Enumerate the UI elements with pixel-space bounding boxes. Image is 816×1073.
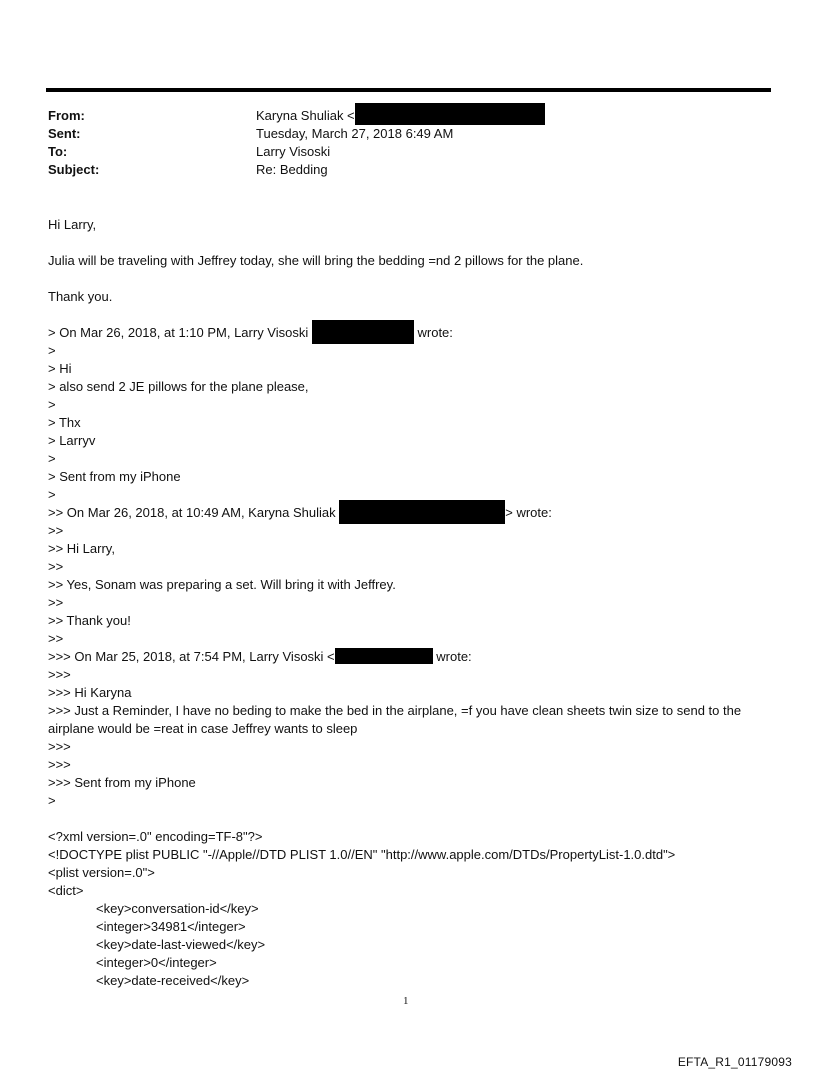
quoted-line: >>> [48,757,71,772]
subject-value: Re: Bedding [256,162,328,177]
quoted-line: >>> Just a Reminder, I have no beding to make the bed in the airplane, =f you have clean sheets twin size to send to the airplane would be =reat in case Jeffrey wants to sleep [48,703,742,736]
from-name: Karyna Shuliak < [256,108,355,123]
quoted-line: > Thx [48,415,81,430]
redaction-box [339,500,505,524]
redaction-box [335,648,433,664]
email-header [48,107,545,179]
sent-label: Sent: [48,126,81,141]
redaction-box [355,103,545,125]
quoted-line: >>> [48,739,71,754]
xml-line: <key>date-received</key> [96,973,250,988]
page-number: 1 [403,995,409,1007]
to-row [48,143,545,161]
quoted-line: >>> On Mar 25, 2018, at 7:54 PM, Larry Visoski < wrote: [48,649,472,664]
quoted-line: >> [48,523,64,538]
redaction-box [312,320,414,344]
from-value [256,107,545,125]
xml-line: <key>date-last-viewed</key> [96,937,266,952]
quoted-line: > Hi [48,361,72,376]
quoted-line: >>> Sent from my iPhone [48,775,196,790]
quoted-line: > [48,451,56,466]
body-paragraph: Julia will be traveling with Jeffrey today, she will bring the bedding =nd 2 pillows for the plane. [48,253,584,268]
quoted-line: >> Thank you! [48,613,131,628]
quoted-line: >> Hi Larry, [48,541,115,556]
xml-line: <key>conversation-id</key> [96,901,259,916]
from-label: From: [48,108,85,123]
quoted-line: >> On Mar 26, 2018, at 10:49 AM, Karyna Shuliak > wrote: [48,504,552,524]
quoted-line: > [48,793,56,808]
quoted-line: > also send 2 JE pillows for the plane please, [48,379,309,394]
quoted-line: > [48,343,56,358]
quoted-line: >> [48,631,64,646]
subject-row [48,161,545,179]
xml-line: <plist version=.0"> [48,865,155,880]
xml-line: <integer>0</integer> [96,955,217,970]
quoted-line: > On Mar 26, 2018, at 1:10 PM, Larry Visoski wrote: [48,324,453,344]
quoted-line: > [48,397,56,412]
document-id: EFTA_R1_01179093 [677,1055,792,1069]
to-value: Larry Visoski [256,144,331,159]
sent-value: Tuesday, March 27, 2018 6:49 AM [256,126,454,141]
quoted-line: >> [48,559,64,574]
quoted-line: >>> Hi Karyna [48,685,132,700]
from-row [48,107,545,125]
quoted-line: >> Yes, Sonam was preparing a set. Will bring it with Jeffrey. [48,577,396,592]
xml-line: <dict> [48,883,84,898]
greeting: Hi Larry, [48,217,97,232]
xml-line: <?xml version=.0" encoding=TF-8"?> [48,829,263,844]
quoted-line: >>> [48,667,71,682]
thanks-line: Thank you. [48,289,113,304]
quoted-line: > [48,487,56,502]
xml-line: <integer>34981</integer> [96,919,246,934]
subject-label: Subject: [48,162,100,177]
sent-row [48,125,545,143]
header-rule [46,88,771,92]
quoted-line: > Larryv [48,433,96,448]
quoted-line: > Sent from my iPhone [48,469,181,484]
quoted-line: >> [48,595,64,610]
xml-line: <!DOCTYPE plist PUBLIC "-//Apple//DTD PLIST 1.0//EN" "http://www.apple.com/DTDs/PropertyList-1.0.dtd"> [48,847,676,862]
to-label: To: [48,144,68,159]
